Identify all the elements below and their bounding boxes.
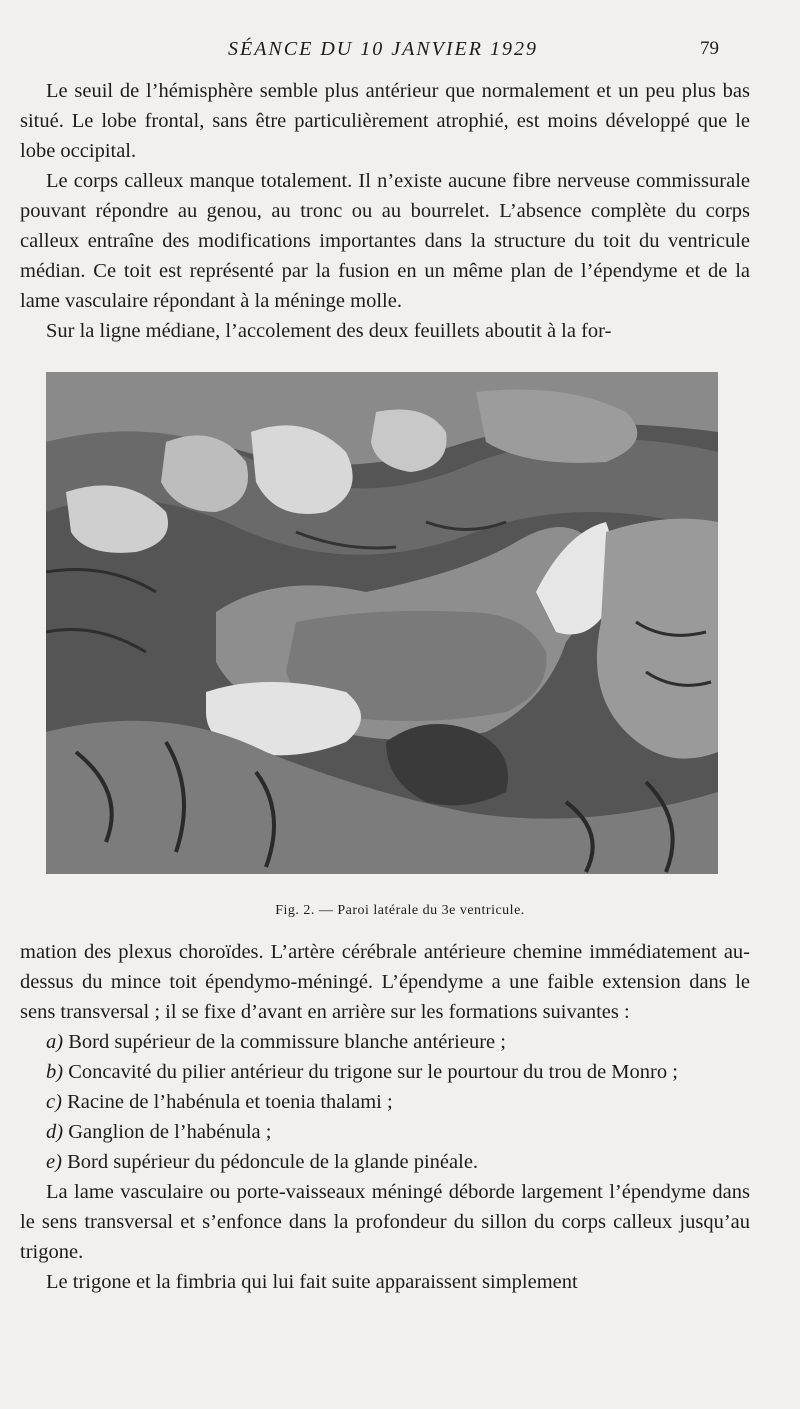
list-text: Bord supérieur du pédoncule de la glande pinéale. xyxy=(67,1151,479,1173)
paragraph-corps-calleux: Le corps calleux manque totalement. Il n’existe aucune fibre nerveuse commissurale pouvant répondre au genou, au tronc ou au bourrelet. L’absence complète du corps calleux entraîne des modifications importantes dans la structure du toit du ventricule médian. Ce toit est représenté par la fusion en un même plan de l’épendyme et de la lame vasculaire répondant à la méninge molle. xyxy=(20,170,750,312)
list-label: c) xyxy=(46,1091,62,1113)
list-label: e) xyxy=(46,1151,62,1173)
figure-caption: Fig. 2. — Paroi latérale du 3e ventricule. xyxy=(275,903,525,918)
list-label: a) xyxy=(46,1031,64,1053)
list-text: Bord supérieur de la commissure blanche antérieure ; xyxy=(68,1031,506,1053)
list-text: Racine de l’habénula et toenia thalami ; xyxy=(67,1091,393,1113)
paragraph-plexus: mation des plexus choroïdes. L’artère cérébrale antérieure chemine immédiatement au-dessus du mince toit épendymo-méningé. L’épendyme a une faible extension dans le sens transversal ; il se fixe d’avant en arrière sur les formations suivantes : xyxy=(20,941,750,1023)
list-item-c xyxy=(20,1087,750,1117)
figure-photograph xyxy=(46,372,718,874)
body-text-top xyxy=(20,76,750,346)
page-header xyxy=(0,38,800,68)
list-item-a xyxy=(20,1027,750,1057)
list-item-b xyxy=(20,1057,750,1087)
list-item-e xyxy=(20,1147,750,1177)
brain-section-image xyxy=(46,372,718,874)
list-text: Concavité du pilier antérieur du trigone sur le pourtour du trou de Monro ; xyxy=(68,1061,678,1083)
running-head: SÉANCE DU 10 JANVIER 1929 xyxy=(228,38,538,60)
list-text: Ganglion de l’habénula ; xyxy=(68,1121,272,1143)
paragraph-seuil: Le seuil de l’hémisphère semble plus antérieur que normalement et un peu plus bas situé. Le lobe frontal, sans être particulièrement atrophié, est moins développé que le lobe occipital. xyxy=(20,80,750,162)
paragraph-lame-vasculaire: La lame vasculaire ou porte-vaisseaux méningé déborde largement l’épendyme dans le sens transversal et s’enfonce dans la profondeur du sillon du corps calleux jusqu’au trigone. xyxy=(20,1181,750,1263)
list-label: d) xyxy=(46,1121,64,1143)
list-item-d xyxy=(20,1117,750,1147)
body-text-bottom xyxy=(20,937,750,1297)
paragraph-ligne-mediane: Sur la ligne médiane, l’accolement des deux feuillets aboutit à la for- xyxy=(46,320,612,342)
list-label: b) xyxy=(46,1061,64,1083)
paragraph-trigone: Le trigone et la fimbria qui lui fait suite apparaissent simplement xyxy=(46,1271,578,1293)
page-number: 79 xyxy=(700,38,719,59)
